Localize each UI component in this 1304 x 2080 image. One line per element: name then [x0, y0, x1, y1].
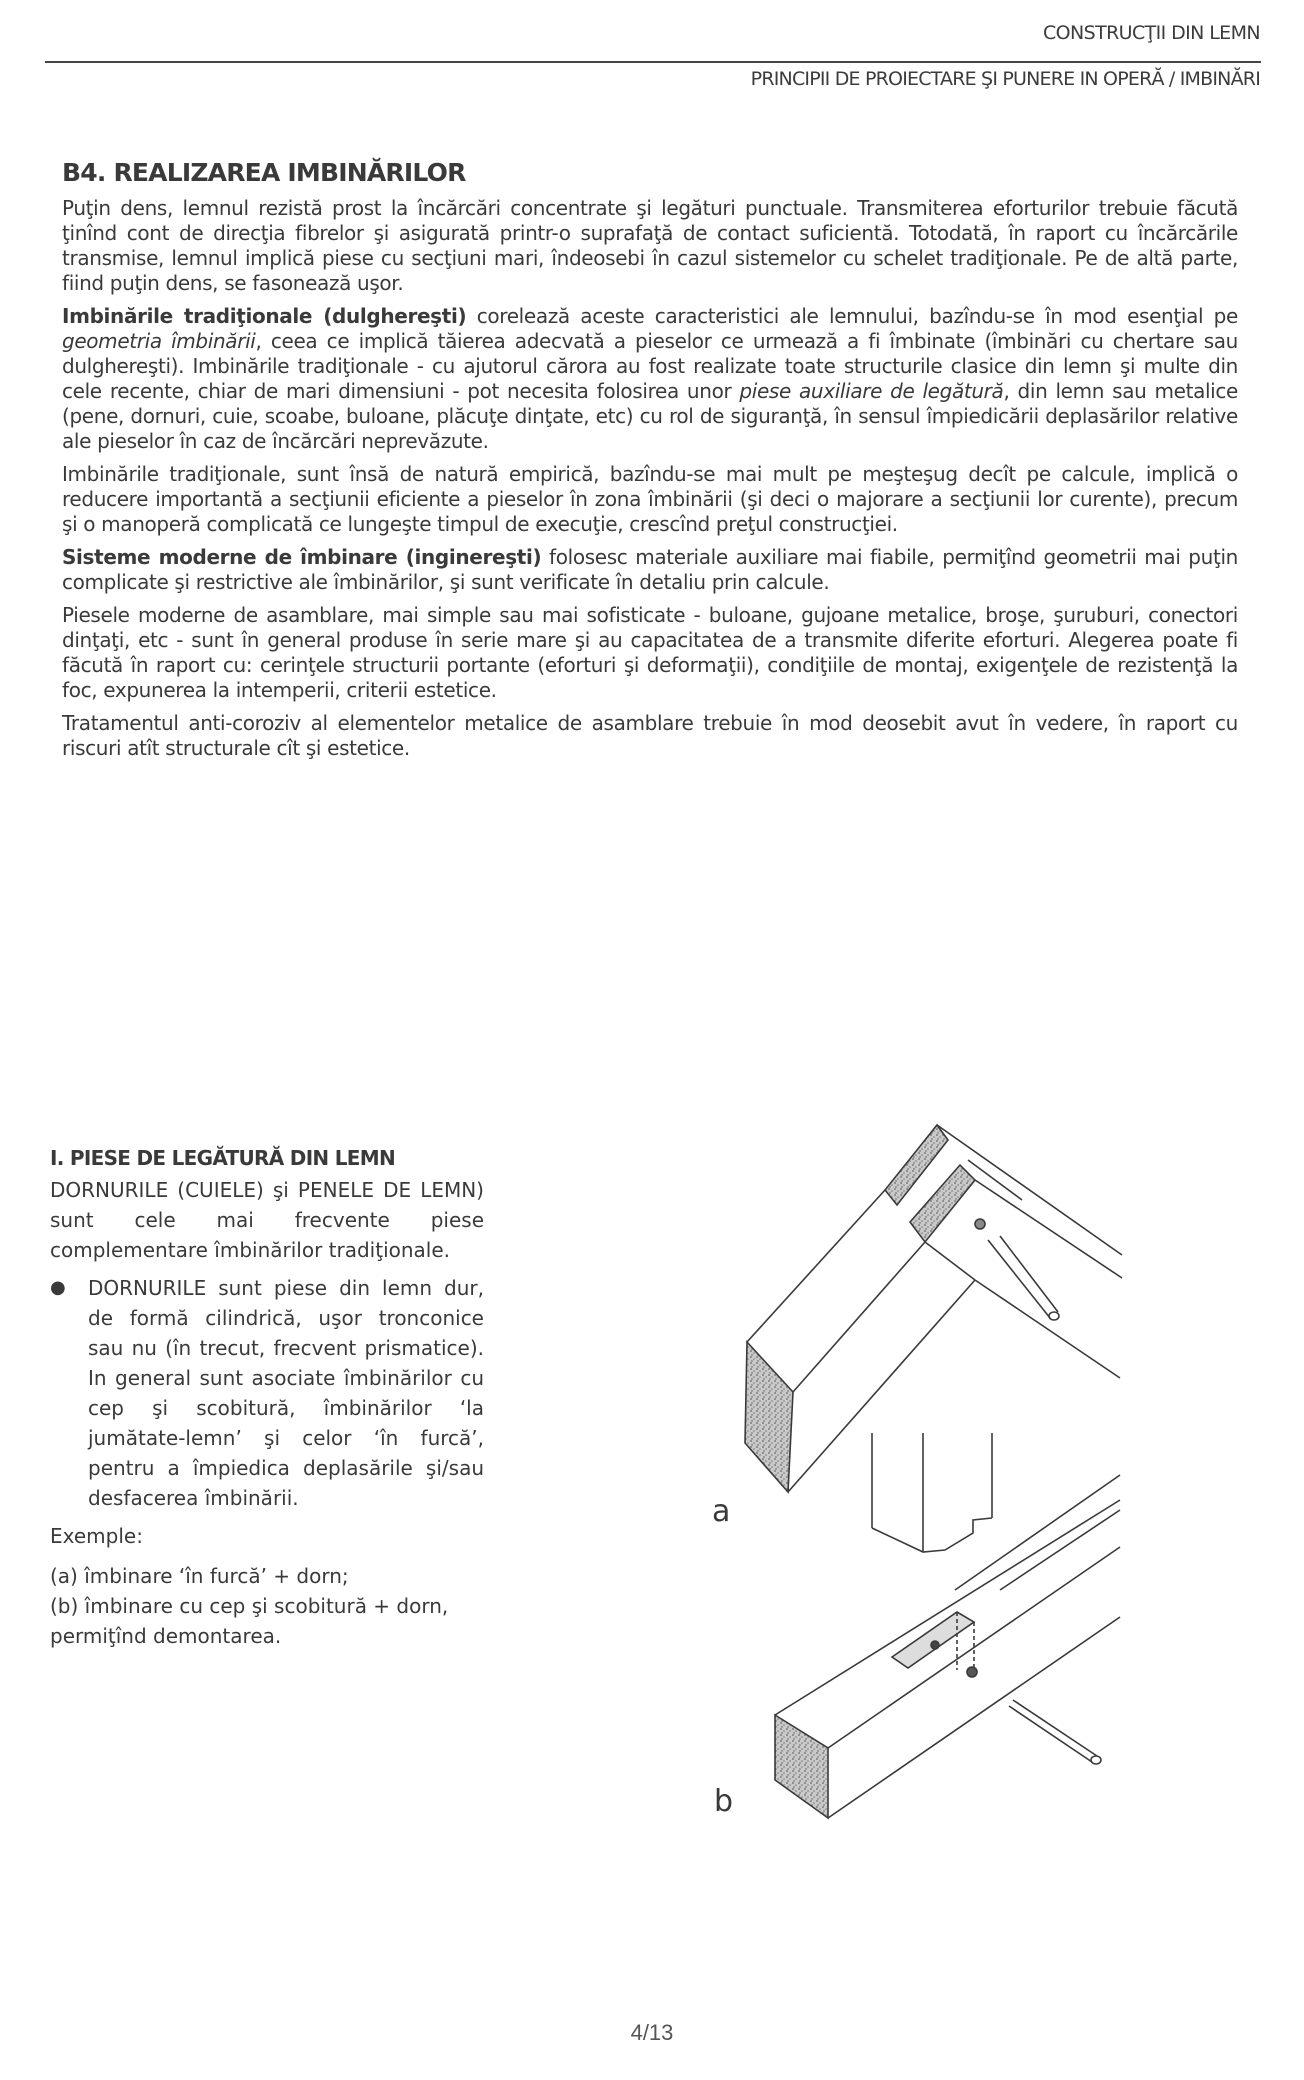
fork-joint-drawing-a	[745, 1125, 1122, 1590]
paragraph-2-text-c: , din lemn sau metalice (pene, dornuri, cuie, scoabe, buloane, plăcuţe dinţate, etc) cu rol de siguranţă, în sensul împiedicării deplasărilor relative ale pieselor în caz de încărcări neprevăzute.	[62, 379, 1238, 453]
paragraph-2-italic-term-1: geometria îmbinării	[62, 329, 256, 353]
dowel-hole-icon	[975, 1219, 985, 1229]
dowel-hole-icon	[967, 1667, 977, 1677]
bullet-icon: ●	[50, 1277, 66, 1298]
paragraph-4-bold-term: Sisteme moderne de îmbinare (inginereşti)	[62, 545, 542, 569]
main-body	[62, 196, 1238, 769]
paragraph-5: Piesele moderne de asamblare, mai simple sau mai sofisticate - buloane, gujoane metalice, broşe, şuruburi, conectori dinţaţi, etc - sunt în general produse în serie mare şi au capacitatea de a transmite diferite eforturi. Alegerea poate fi făcută în raport cu: cerinţele structurii portante (eforturi şi deformaţii), condiţiile de montaj, exigenţele de rezistenţă la foc, expunerea la intemperii, criterii estetice.	[62, 603, 1238, 702]
paragraph-4-text: folosesc materiale auxiliare mai fiabile, permiţînd geometrii mai puţin complicate şi restrictive ale îmbinărilor, şi sunt verificate în detaliu prin calcule.	[62, 545, 1238, 594]
bullet-text: DORNURILE sunt piese din lemn dur, de formă cilindrică, uşor tronconice sau nu (în trecut, frecvent prismatice). In general sunt asociate îmbinărilor cu cep şi scobitură, îmbinărilor ‘la jumătate-lemn’ şi celor ‘în furcă’, pentru a împiedica deplasările şi/sau desfacerea îmbinării.	[88, 1276, 484, 1510]
paragraph-6: Tratamentul anti-coroziv al elementelor metalice de asamblare trebuie în mod deosebit avut în vedere, în raport cu riscuri atît structurale cît şi estetice.	[62, 711, 1238, 760]
subsection-body	[50, 1175, 484, 1651]
subsection-title: I. PIESE DE LEGĂTURĂ DIN LEMN	[50, 1146, 395, 1170]
page-number: 4/13	[630, 2020, 674, 2045]
header-divider	[45, 61, 1261, 63]
example-b: (b) îmbinare cu cep şi scobitură + dorn, permiţînd demontarea.	[50, 1594, 449, 1648]
paragraph-4	[62, 545, 1238, 595]
paragraph-2-text-a: corelează aceste caracteristici ale lemnului, bazîndu-se în mod esenţial pe	[466, 304, 1238, 328]
figure-label-b: b	[714, 1784, 734, 1819]
paragraph-3: Imbinările tradiţionale, sunt însă de natură empirică, bazîndu-se mai mult pe meşteşug decît pe calcule, implică o reducere importantă a secţiunii eficiente a pieselor în zona îmbinării (şi deci o majorare a secţiunii lor curente), precum şi o manoperă complicată ce lungeşte timpul de execuţie, crescînd preţul construcţiei.	[62, 462, 1238, 536]
example-a: (a) îmbinare ‘în furcă’ + dorn;	[50, 1564, 349, 1588]
figure-label-a: a	[712, 1494, 731, 1529]
end-grain-face-a	[745, 1342, 793, 1492]
mortise-tenon-drawing-b	[775, 1500, 1120, 1818]
paragraph-2-bold-term: Imbinările tradiţionale (dulghereşti)	[62, 304, 467, 328]
running-header-title: CONSTRUCŢII DIN LEMN	[1042, 22, 1260, 44]
dowel-pin-icon	[1049, 1312, 1059, 1320]
section-title: B4. REALIZAREA IMBINĂRILOR	[62, 158, 466, 187]
paragraph-2-italic-term-2: piese auxiliare de legătură	[739, 379, 1004, 403]
running-header-subtitle: PRINCIPII DE PROIECTARE ŞI PUNERE IN OPERĂ / IMBINĂRI	[750, 68, 1260, 90]
examples-label: Exemple:	[50, 1524, 143, 1548]
paragraph-2-text-b: , ceea ce implică tăierea adecvată a pieselor ce urmează a fi îmbinate (îmbinări cu chertare sau dulghereşti). Imbinările tradiţionale - cu ajutorul cărora au fost realizate toate structurile clasice din lemn şi multe din cele recente, chiar de mari dimensiuni - pot necesita folosirea unor	[62, 329, 1238, 403]
bullet-item	[50, 1273, 484, 1513]
paragraph-2	[62, 304, 1238, 454]
end-grain-face-b	[775, 1715, 828, 1818]
subsection-intro: DORNURILE (CUIELE) şi PENELE DE LEMN) sunt cele mai frecvente piese complementare îmbinărilor tradiţionale.	[50, 1178, 484, 1262]
dowel-pin-icon	[1091, 1756, 1101, 1764]
paragraph-1: Puţin dens, lemnul rezistă prost la încărcări concentrate şi legături punctuale. Transmiterea eforturilor trebuie făcută ţinînd cont de direcţia fibrelor şi asigurată printr-o suprafaţă de contact suficientă. Totodată, în raport cu încărcările transmise, lemnul implică piese cu secţiuni mari, îndeosebi în cazul sistemelor cu schelet tradiţionale. Pe de altă parte, fiind puţin dens, se fasonează uşor.	[62, 196, 1238, 295]
